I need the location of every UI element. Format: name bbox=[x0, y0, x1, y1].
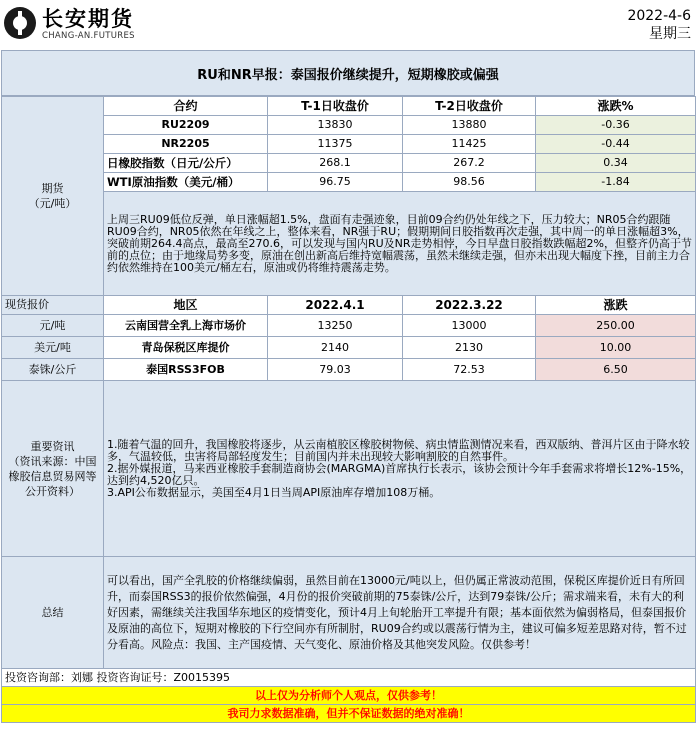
report-date: 2022-4-6 bbox=[627, 8, 691, 24]
spot-col-change: 涨跌 bbox=[536, 296, 696, 315]
change-percent: -0.44 bbox=[536, 135, 696, 154]
table-row bbox=[2, 154, 696, 173]
table-row bbox=[2, 337, 696, 359]
table-row bbox=[2, 116, 696, 135]
spot-value-1: 79.03 bbox=[268, 359, 403, 381]
table-row bbox=[2, 135, 696, 154]
spot-value-2: 2130 bbox=[403, 337, 536, 359]
contract-name: NR2205 bbox=[104, 135, 268, 154]
report-weekday: 星期三 bbox=[649, 26, 691, 42]
table-row bbox=[2, 359, 696, 381]
futures-col-t2: T-2日收盘价 bbox=[403, 97, 536, 116]
company-name-en: CHANG-AN.FUTURES bbox=[42, 31, 135, 41]
company-name-cn: 长安期货 bbox=[42, 7, 134, 31]
change-percent: -1.84 bbox=[536, 173, 696, 192]
t2-price: 267.2 bbox=[403, 154, 536, 173]
futures-col-t1: T-1日收盘价 bbox=[268, 97, 403, 116]
table-row bbox=[2, 173, 696, 192]
news-section-label: 重要资讯 （资讯来源：中国橡胶信息贸易网等公开资料） bbox=[2, 381, 104, 557]
futures-section-label: 期货 （元/吨） bbox=[2, 97, 104, 296]
spot-region: 云南国营全乳上海市场价 bbox=[104, 315, 268, 337]
news-item: 2.据外媒报道，马来西亚橡胶手套制造商协会(MARGMA)首席执行长表示，该协会预计今年手套需求将增长12%-15%，达到约4,520亿只。 bbox=[107, 461, 692, 487]
spot-change: 10.00 bbox=[536, 337, 696, 359]
spot-value-2: 13000 bbox=[403, 315, 536, 337]
change-percent: 0.34 bbox=[536, 154, 696, 173]
spot-col-date2: 2022.3.22 bbox=[403, 296, 536, 315]
news-item: 3.API公布数据显示，美国至4月1日当周API原油库存增加108万桶。 bbox=[107, 485, 441, 499]
report-header bbox=[0, 0, 697, 50]
spot-col-date1: 2022.4.1 bbox=[268, 296, 403, 315]
news-item: 1.随着气温的回升，我国橡胶将逐步，从云南植胶区橡胶树物候、病虫情监测情况来看，西双版纳、普洱片区由于降水较多，气温较低，虫害将局部轻度发生；目前国内并未出现较大影响割胶的自然事件。 bbox=[107, 437, 690, 463]
futures-col-contract: 合约 bbox=[104, 97, 268, 116]
spot-unit: 元/吨 bbox=[2, 315, 104, 337]
spot-region: 青岛保税区库提价 bbox=[104, 337, 268, 359]
contract-name: 日橡胶指数（日元/公斤） bbox=[104, 154, 268, 173]
summary-section-label: 总结 bbox=[2, 557, 104, 669]
spot-value-1: 2140 bbox=[268, 337, 403, 359]
t1-price: 268.1 bbox=[268, 154, 403, 173]
contract-name: RU2209 bbox=[104, 116, 268, 135]
spot-col-region: 地区 bbox=[104, 296, 268, 315]
spot-unit: 泰铢/公斤 bbox=[2, 359, 104, 381]
spot-unit: 美元/吨 bbox=[2, 337, 104, 359]
disclaimer-line-2: 我司力求数据准确，但并不保证数据的绝对准确！ bbox=[2, 705, 696, 723]
spot-value-2: 72.53 bbox=[403, 359, 536, 381]
spot-change: 250.00 bbox=[536, 315, 696, 337]
change-percent: -0.36 bbox=[536, 116, 696, 135]
table-row bbox=[2, 315, 696, 337]
spot-region: 泰国RSS3FOB bbox=[104, 359, 268, 381]
t2-price: 13880 bbox=[403, 116, 536, 135]
company-logo-icon bbox=[4, 7, 36, 39]
advisor-info: 投资咨询部：刘娜 投资咨询证号：Z0015395 bbox=[2, 669, 696, 687]
t2-price: 11425 bbox=[403, 135, 536, 154]
contract-name: WTI原油指数（美元/桶） bbox=[104, 173, 268, 192]
summary-content: 可以看出，国产全乳胶的价格继续偏弱，虽然目前在13000元/吨以上，但仍属正常波动范围，保税区库提价近日有所回升，而泰国RSS3的报价依然偏强，4月份的报价突破前期的75泰铢/公斤，达到79泰铢/公斤；需求端来看，未有大的利好因素，需继续关注我国华东地区的疫情变化，预计4月上旬轮胎开工率提升有限；基本面依然为偏弱格局，但泰国报价及原油的高位下，短期对橡胶的下行空间亦有所制肘，RU09合约或以震荡行情为主，建议可偏多短差思路对待，暂不过分看高。风险点：我国、主产国疫情、天气变化、原油价格及其他突发风险。仅供参考！ bbox=[104, 557, 696, 669]
t2-price: 98.56 bbox=[403, 173, 536, 192]
t1-price: 13830 bbox=[268, 116, 403, 135]
disclaimer-line-1: 以上仅为分析师个人观点，仅供参考！ bbox=[2, 687, 696, 705]
spot-value-1: 13250 bbox=[268, 315, 403, 337]
spot-change: 6.50 bbox=[536, 359, 696, 381]
t1-price: 96.75 bbox=[268, 173, 403, 192]
news-content bbox=[104, 381, 696, 557]
futures-col-change: 涨跌% bbox=[536, 97, 696, 116]
t1-price: 11375 bbox=[268, 135, 403, 154]
spot-section-label: 现货报价 bbox=[2, 296, 104, 315]
report-title: RU和NR早报：泰国报价继续提升，短期橡胶或偏强 bbox=[1, 50, 695, 96]
futures-commentary: 上周三RU09低位反弹，单日涨幅超1.5%，盘面有走强迹象，目前09合约仍处年线之下，压力较大；NR05合约跟随RU09合约，NR05依然在年线之上，整体来看，NR强于RU；假期期间日胶指数再次走强，其中周一的单日涨幅超3%，突破前期264.4高点，最高至270.6，可以发现与国内RU及NR走势相悖，今日早盘日胶指数跌幅超2%，但整齐仍高于节前的点位；由于地缘局势多变，原油在创出新高后维持宽幅震荡，虽然未继续走强，但亦未出现大幅度下挫，目前主力合约依然维持在100美元/桶左右，原油或仍将维持震荡走势。 bbox=[104, 192, 696, 296]
report-table bbox=[1, 96, 696, 723]
